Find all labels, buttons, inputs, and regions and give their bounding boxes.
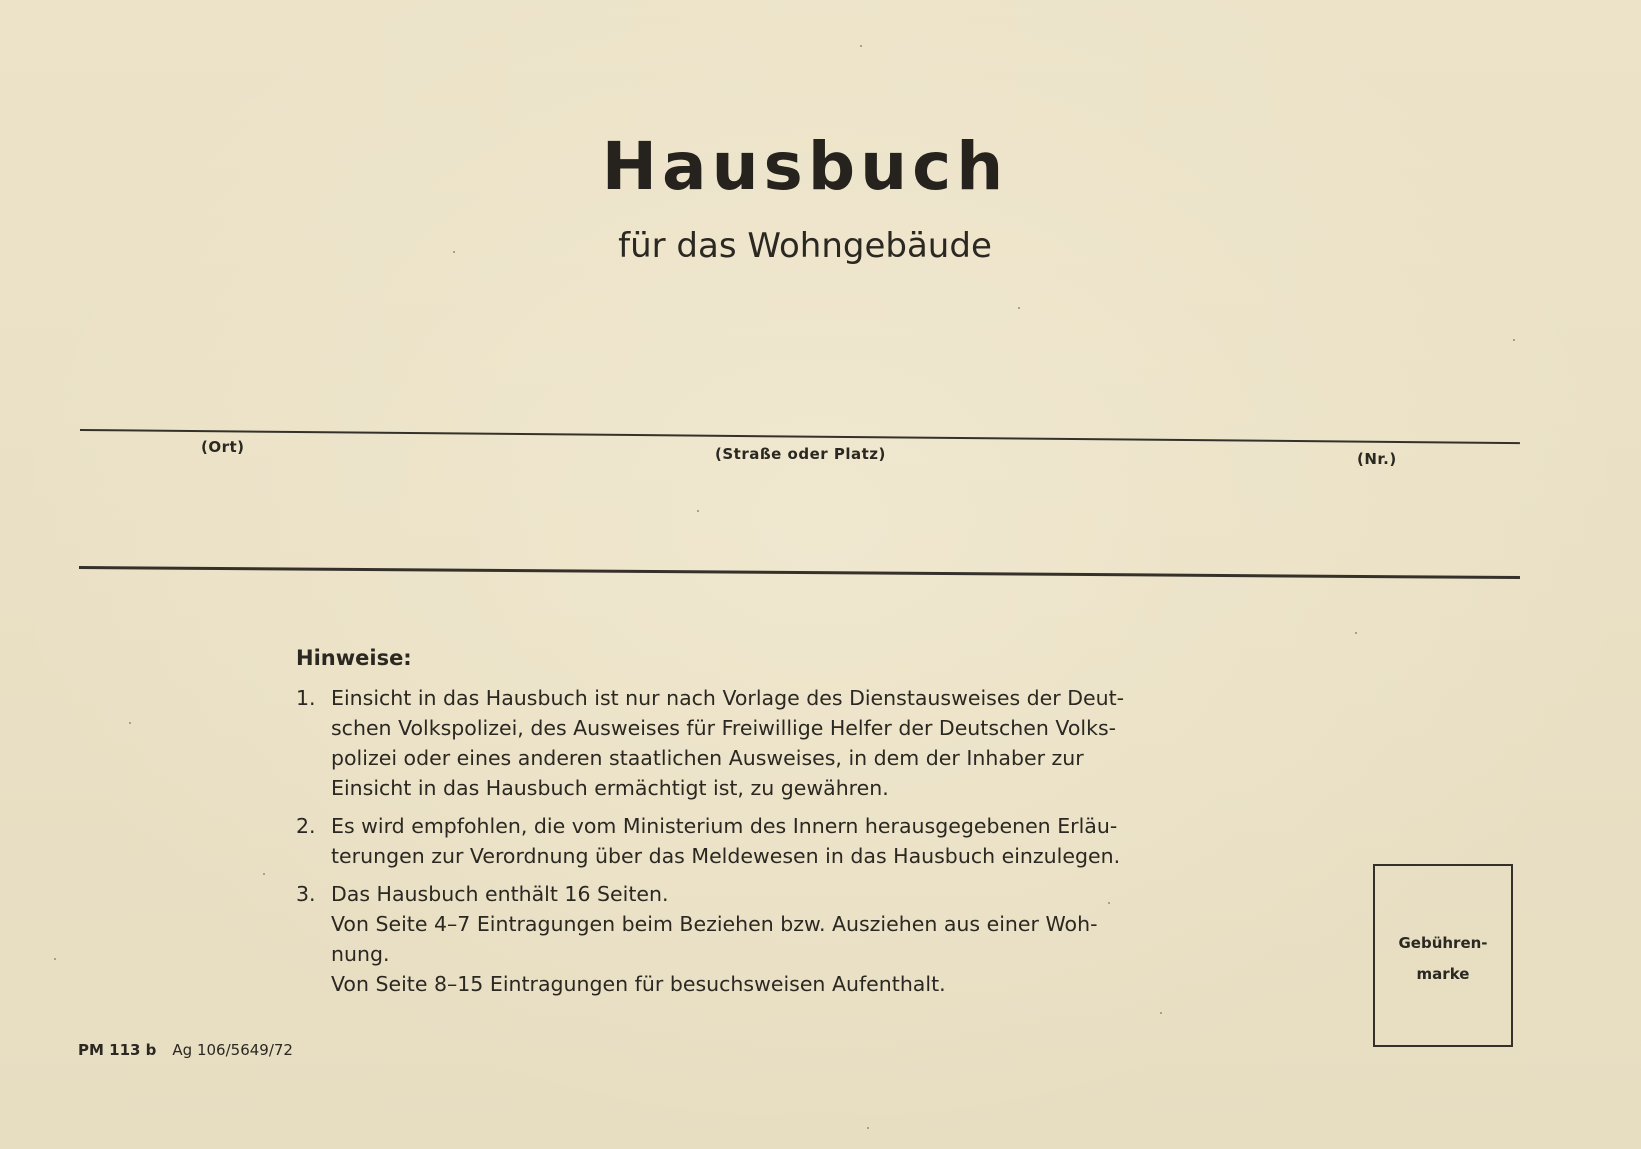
note-line: Von Seite 8–15 Eintragungen für besuchsweisen Aufenthalt.	[331, 972, 946, 996]
field-label-strasse: (Straße oder Platz)	[715, 445, 886, 463]
document-subtitle: für das Wohngebäude	[618, 226, 992, 266]
note-line: Einsicht in das Hausbuch ist nur nach Vorlage des Dienstausweises der Deut-	[331, 686, 1125, 710]
paper-speck	[860, 45, 862, 47]
note-text	[331, 879, 1156, 999]
document-title: Hausbuch	[601, 128, 1009, 205]
paper-speck	[54, 958, 56, 960]
note-line: Von Seite 4–7 Eintragungen beim Beziehen bzw. Ausziehen aus einer Woh-	[331, 912, 1098, 936]
note-line: nung.	[331, 942, 390, 966]
field-label-nr: (Nr.)	[1357, 450, 1397, 468]
address-line-top	[80, 429, 1520, 444]
form-footer	[78, 1041, 293, 1059]
address-line-bottom	[79, 566, 1520, 579]
note-number: 2.	[296, 814, 316, 838]
note-line: Das Hausbuch enthält 16 Seiten.	[331, 882, 669, 906]
paper-speck	[1018, 307, 1020, 309]
note-text	[331, 683, 1156, 803]
notes-section	[296, 643, 1156, 1007]
note-line: polizei oder eines anderen staatlichen Ausweises, in dem der Inhaber zur	[331, 746, 1084, 770]
fee-stamp-label-line: Gebühren-	[1398, 934, 1488, 952]
fee-stamp-box	[1373, 864, 1513, 1047]
paper-speck	[697, 510, 699, 512]
note-line: Einsicht in das Hausbuch ermächtigt ist, zu gewähren.	[331, 776, 889, 800]
note-number: 1.	[296, 686, 316, 710]
fee-stamp-label	[1375, 928, 1511, 990]
note-line: Es wird empfohlen, die vom Ministerium des Innern herausgegebenen Erläu-	[331, 814, 1118, 838]
paper-speck	[1513, 339, 1515, 341]
paper-speck	[1160, 1012, 1162, 1014]
note-item	[296, 811, 1156, 871]
note-item	[296, 683, 1156, 803]
note-number: 3.	[296, 882, 316, 906]
paper-speck	[1355, 632, 1357, 634]
note-text	[331, 811, 1156, 871]
notes-heading: Hinweise:	[296, 646, 412, 670]
fee-stamp-label-line: marke	[1416, 965, 1470, 983]
field-label-ort: (Ort)	[201, 438, 245, 456]
print-code: Ag 106/5649/72	[172, 1041, 293, 1059]
note-line: terungen zur Verordnung über das Meldewesen in das Hausbuch einzulegen.	[331, 844, 1121, 868]
paper-speck	[263, 873, 265, 875]
form-code: PM 113 b	[78, 1041, 157, 1059]
note-line: schen Volkspolizei, des Ausweises für Freiwillige Helfer der Deutschen Volks-	[331, 716, 1117, 740]
paper-speck	[867, 1127, 869, 1129]
paper-speck	[129, 722, 131, 724]
note-item	[296, 879, 1156, 999]
